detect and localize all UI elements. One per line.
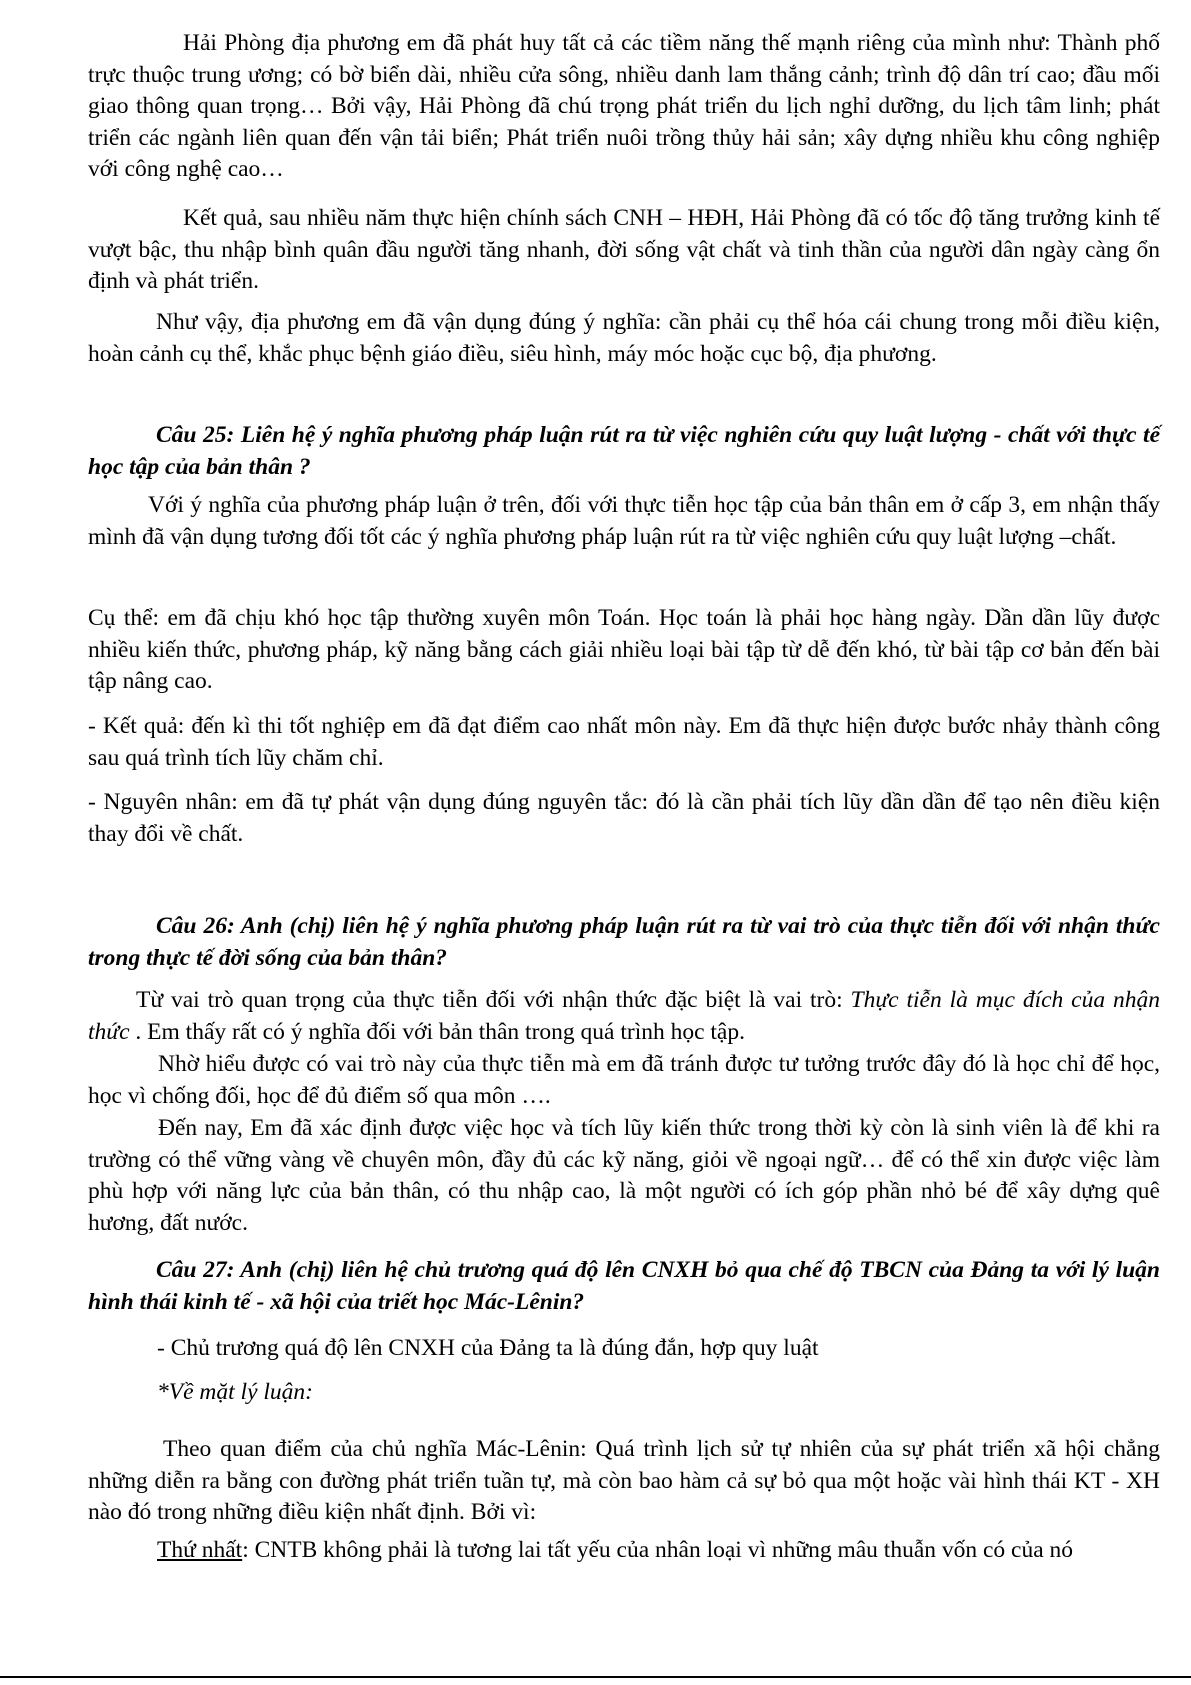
paragraph-q25-intro: Với ý nghĩa của phương pháp luận ở trên, đối với thực tiễn học tập của bản thân em ở cấp 3, em nhận thấy mình đã vận dụng tương đối tốt các ý nghĩa phương pháp luận rút ra từ việc nghiên cứu quy luật lượng –chất. xyxy=(88,492,1160,550)
paragraph-q27-theory: Theo quan điểm của chủ nghĩa Mác-Lênin: Quá trình lịch sử tự nhiên của sự phát triển xã hội chẳng những diễn ra bằng con đường phát triển tuần tự, mà còn bao hàm cả sự bỏ qua một hoặc vài hình thái KT - XH nào đó trong những điều kiện nhất định. Bởi vì: xyxy=(88,1436,1160,1525)
paragraph-conclusion: Như vậy, địa phương em đã vận dụng đúng ý nghĩa: cần phải cụ thể hóa cái chung trong mỗi điều kiện, hoàn cảnh cụ thể, khắc phục bệnh giáo điều, siêu hình, máy móc hoặc cục bộ, địa phương. xyxy=(88,309,1160,367)
paragraph-q27-statement: - Chủ trương quá độ lên CNXH của Đảng ta là đúng đắn, hợp quy luật xyxy=(157,1335,819,1361)
paragraph-q26-goal: Đến nay, Em đã xác định được việc học và tích lũy kiến thức trong thời kỳ còn là sinh viên là để khi ra trường có thể vững vàng về chuyên môn, đầy đủ các kỹ năng, giỏi về ngoại ngữ… để có thể xin được việc làm phù hợp với năng lực của bản thân, có thu nhập cao, là một người có ích góp phần nhỏ bé để xây dựng quê hương, đất nước. xyxy=(88,1115,1160,1236)
first-reason-label: Thứ nhất xyxy=(157,1537,243,1563)
paragraph-q27-first-reason xyxy=(88,1535,1160,1567)
paragraph-q25-specific: Cụ thể: em đã chịu khó học tập thường xuyên môn Toán. Học toán là phải học hàng ngày. Dần dần lũy được nhiều kiến thức, phương pháp, kỹ năng bằng cách giải nhiều loại bài tập từ dễ đến khó, từ bài tập cơ bản đến bài tập nâng cao. xyxy=(88,605,1160,694)
q26-intro-italic: Thực tiễn là mục đích của nhận thức xyxy=(88,987,1160,1045)
paragraph-results: Kết quả, sau nhiều năm thực hiện chính sách CNH – HĐH, Hải Phòng đã có tốc độ tăng trưởng kinh tế vượt bậc, thu nhập bình quân đầu người tăng nhanh, đời sống vật chất và tinh thần của người dân ngày càng ổn định và phát triển. xyxy=(88,205,1160,294)
paragraph-q27-theory-label: *Về mặt lý luận: xyxy=(157,1379,313,1405)
question-26-heading: Câu 26: Anh (chị) liên hệ ý nghĩa phương pháp luận rút ra từ vai trò của thực tiễn đối với nhận thức trong thực tế đời sống của bản thân? xyxy=(88,913,1160,971)
page-bottom-rule xyxy=(0,1676,1191,1678)
question-27-heading: Câu 27: Anh (chị) liên hệ chủ trương quá độ lên CNXH bỏ qua chế độ TBCN của Đảng ta với lý luận hình thái kinh tế - xã hội của triết học Mác-Lênin? xyxy=(88,1257,1160,1315)
paragraph-q26-intro xyxy=(88,985,1160,1048)
paragraph-q25-result: - Kết quả: đến kì thi tốt nghiệp em đã đạt điểm cao nhất môn này. Em đã thực hiện được bước nhảy thành công sau quá trình tích lũy chăm chỉ. xyxy=(88,713,1160,771)
q26-intro-tail: . Em thấy rất có ý nghĩa đối với bản thân trong quá trình học tập. xyxy=(129,1018,745,1045)
paragraph-q25-cause: - Nguyên nhân: em đã tự phát vận dụng đúng nguyên tắc: đó là cần phải tích lũy dần dần để tạo nên điều kiện thay đổi về chất. xyxy=(88,789,1160,847)
paragraph-q26-understanding: Nhờ hiểu được có vai trò này của thực tiễn mà em đã tránh được tư tưởng trước đây đó là học chỉ để học, học vì chống đối, học để đủ điểm số qua môn …. xyxy=(88,1051,1160,1109)
first-reason-text: : CNTB không phải là tương lai tất yếu của nhân loại vì những mâu thuẫn vốn có của nó xyxy=(242,1537,1074,1563)
paragraph-hai-phong-potential: Hải Phòng địa phương em đã phát huy tất cả các tiềm năng thế mạnh riêng của mình như: Thành phố trực thuộc trung ương; có bờ biển dài, nhiều cửa sông, nhiều danh lam thắng cảnh; trình độ dân trí cao; đầu mối giao thông quan trọng… Bởi vậy, Hải Phòng đã chú trọng phát triển du lịch nghỉ dưỡng, du lịch tâm linh; phát triển các ngành liên quan đến vận tải biển; Phát triển nuôi trồng thủy hải sản; xây dựng nhiều khu công nghiệp với công nghệ cao… xyxy=(88,30,1160,182)
question-25-heading: Câu 25: Liên hệ ý nghĩa phương pháp luận rút ra từ việc nghiên cứu quy luật lượng - chất với thực tế học tập của bản thân ? xyxy=(88,422,1160,480)
q26-intro-text: Từ vai trò quan trọng của thực tiễn đối với nhận thức đặc biệt là vai trò: xyxy=(136,987,851,1013)
